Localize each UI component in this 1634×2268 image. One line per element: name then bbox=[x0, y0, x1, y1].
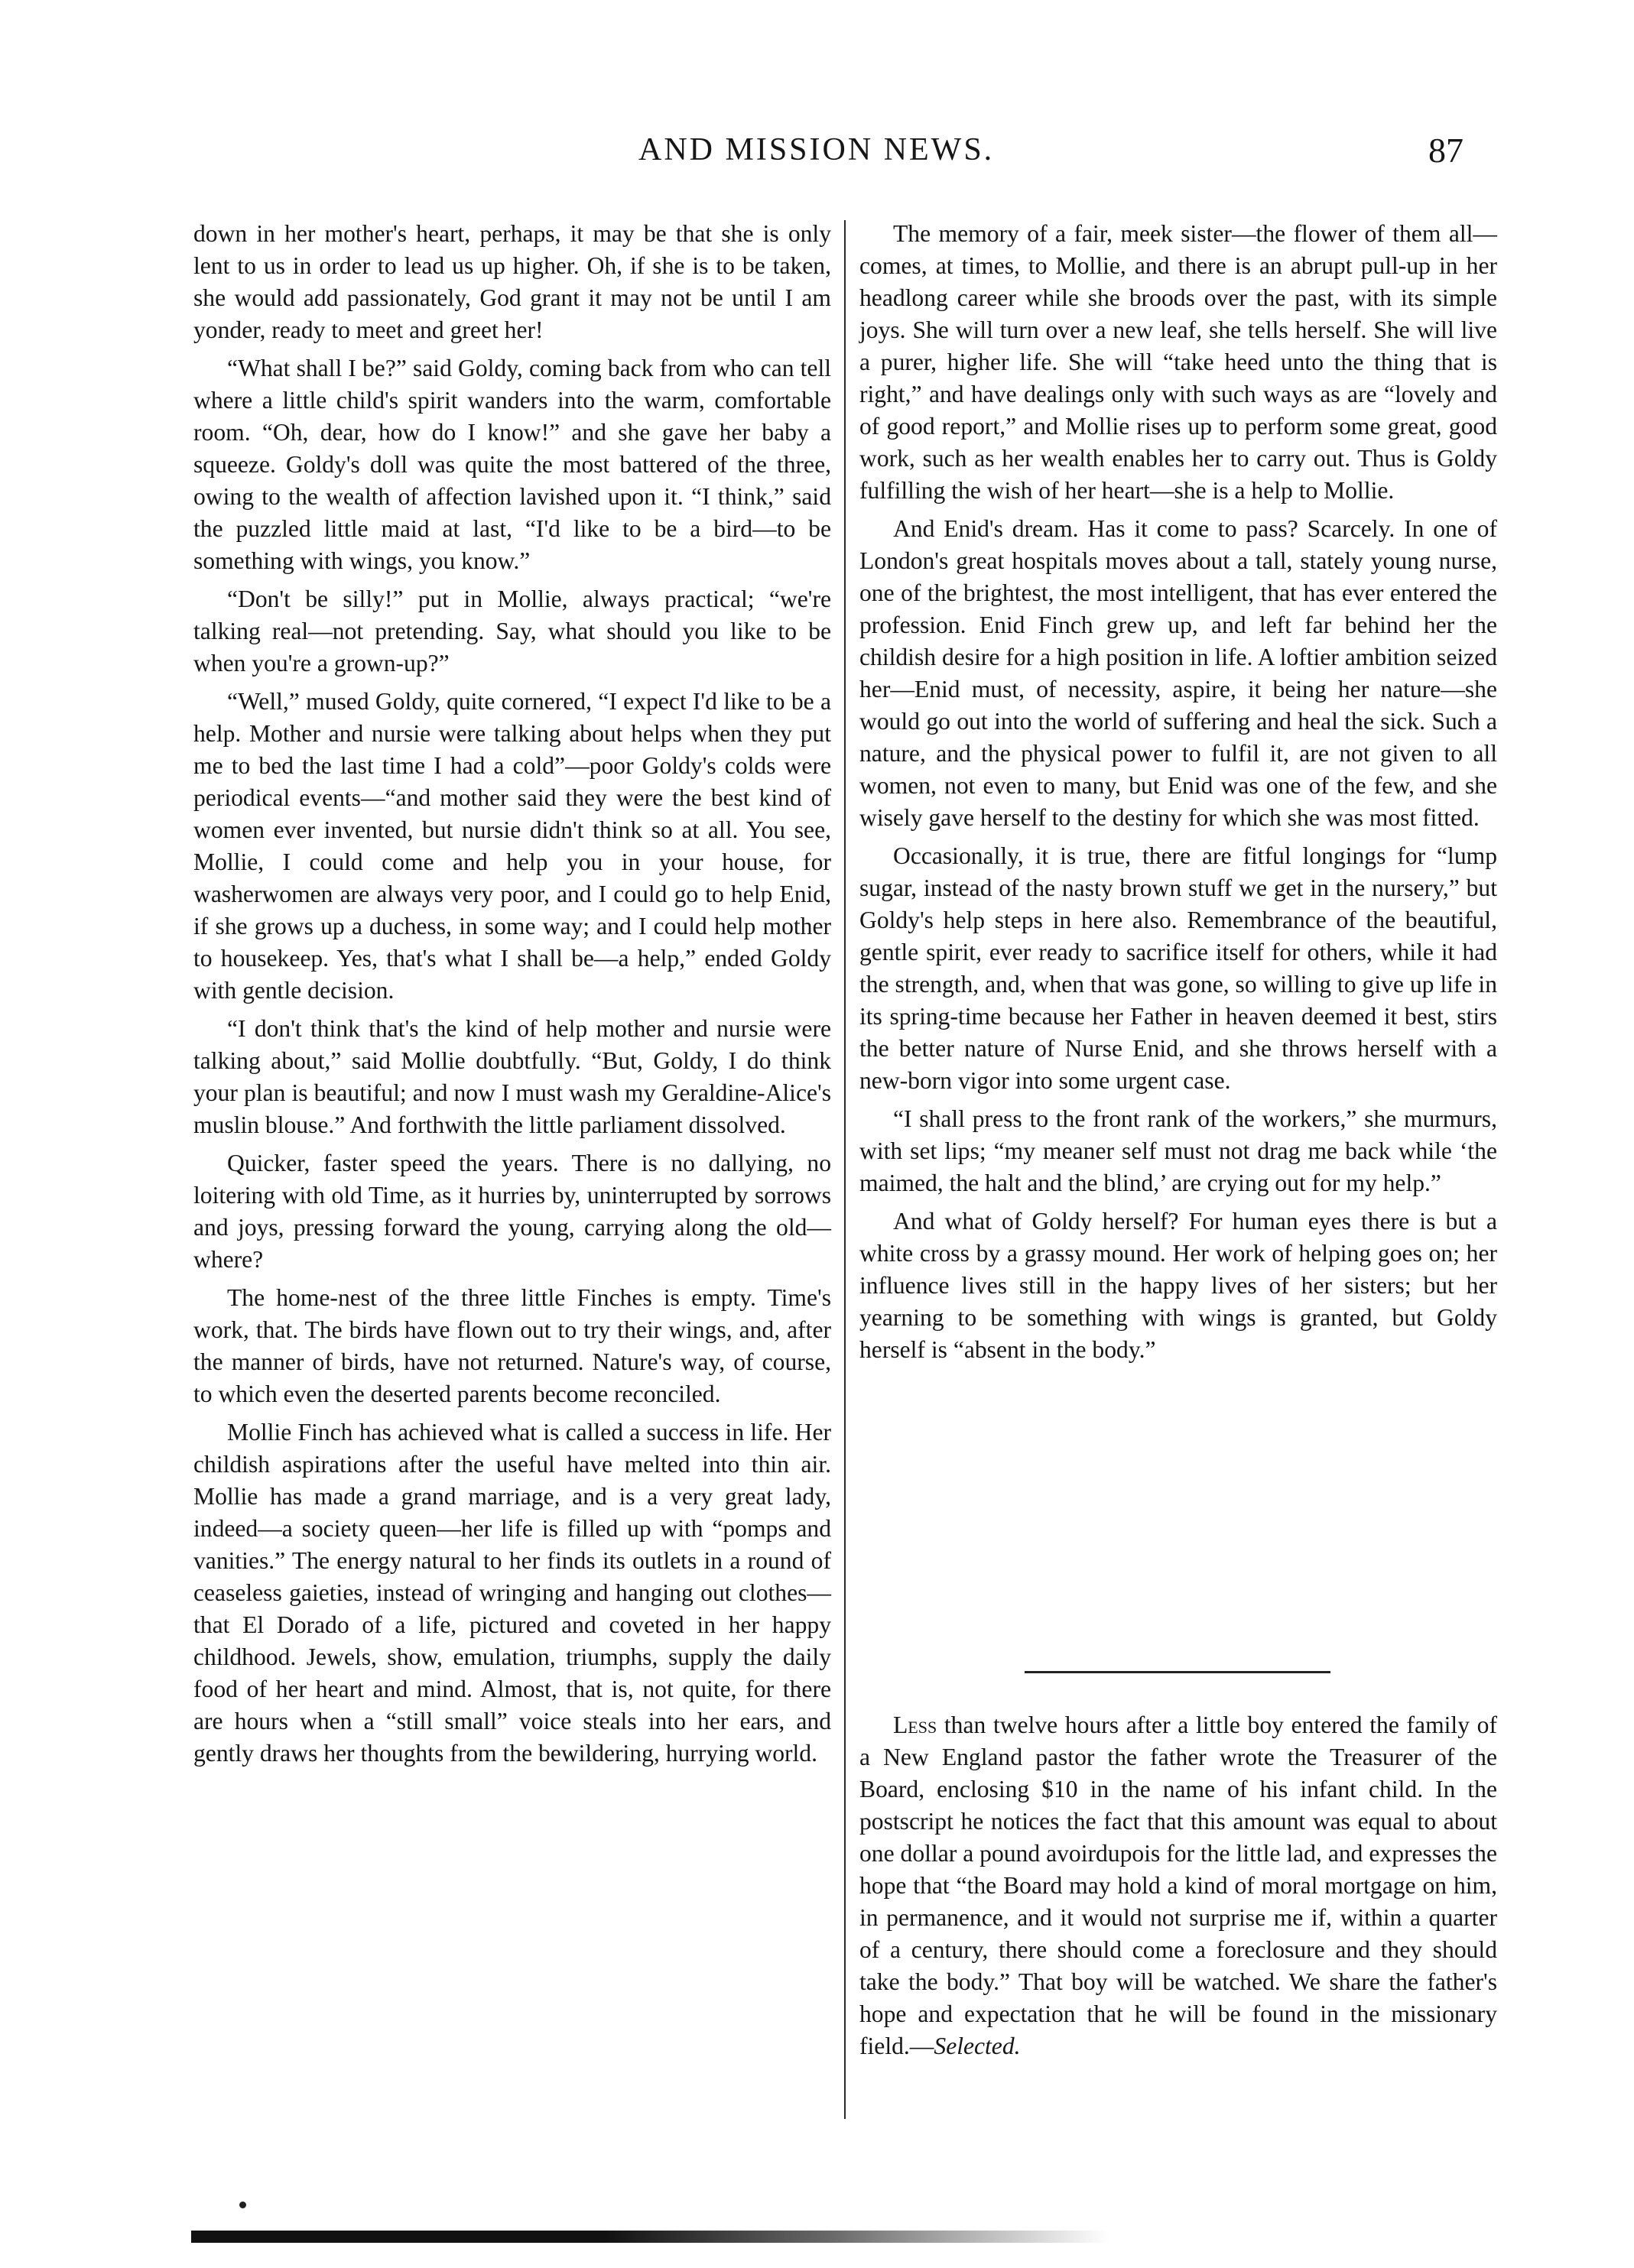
right-column bbox=[859, 218, 1497, 1372]
paragraph: Occasionally, it is true, there are fitful longings for “lump sugar, instead of the nasty brown stuff we get in the nursery,” but Goldy's help steps in here also. Remembrance of the beautiful, gentle spirit, ever ready to sacrifice itself for others, while it had the strength, and, when that was gone, so willing to give up life in its spring-time because her Father in heaven deemed it best, stirs the better nature of Nurse Enid, and she throws herself with a new-born vigor into some urgent case. bbox=[859, 842, 1497, 1094]
running-title: AND MISSION NEWS. bbox=[638, 132, 995, 167]
page-number: 87 bbox=[1428, 131, 1463, 170]
note-body: than twelve hours after a little boy entered the family of a New England pastor the father wrote the Treasurer of the Board, enclosing $10 in the name of his infant child. In the postscript he notices the fact that this amount was equal to about one dollar a pound avoirdupois for the little lad, and expresses the hope that “the Board may hold a kind of moral mortgage on him, in permanence, and it would not surprise me if, within a quarter of a century, there should come a foreclosure and they should take the body.” That boy will be watched. We share the father's hope and expectation that he will be found in the missionary field.— bbox=[859, 1712, 1497, 2059]
print-speck bbox=[239, 2201, 246, 2208]
section-divider bbox=[1025, 1671, 1330, 1673]
paragraph: Mollie Finch has achieved what is called a success in life. Her childish aspirations after the useful have melted into thin air. Mollie has made a grand marriage, and is a very great lady, indeed—a society queen—her life is filled up with “pomps and vanities.” The energy natural to her finds its outlets in a round of ceaseless gaieties, instead of wringing and hanging out clothes—that El Dorado of a life, pictured and coveted in her happy childhood. Jewels, show, emulation, triumphs, supply the daily food of her heart and mind. Almost, that is, not quite, for there are hours when a “still small” voice steals into her ears, and gently draws her thoughts from the bewildering, hurrying world. bbox=[193, 1419, 831, 1767]
paragraph: And Enid's dream. Has it come to pass? Scarcely. In one of London's great hospitals moves about a tall, stately young nurse, one of the brightest, the most intelligent, that has ever entered the profession. Enid Finch grew up, and left far behind her the childish desire for a high position in life. A loftier ambition seized her—Enid must, of necessity, aspire, it being her nature—she would go out into the world of suffering and heal the sick. Such a nature, and the physical power to fulfil it, are not given to all women, not even to many, but Enid was one of the few, and she wisely gave herself to the destiny for which she was most fitted. bbox=[859, 515, 1497, 831]
paragraph: And what of Goldy herself? For human eyes there is but a white cross by a grassy mound. Her work of helping goes on; her influence lives still in the happy lives of her sisters; but her yearning to be something with wings is granted, but Goldy herself is “absent in the body.” bbox=[859, 1208, 1497, 1363]
paragraph: The home-nest of the three little Finches is empty. Time's work, that. The birds have flown out to try their wings, and, after the manner of birds, have not returned. Nature's way, of course, to which even the deserted parents become reconciled. bbox=[193, 1284, 831, 1407]
selected-note bbox=[859, 1709, 1497, 2068]
note-paragraph bbox=[859, 1709, 1497, 2062]
running-head bbox=[0, 131, 1634, 177]
paragraph: Quicker, faster speed the years. There is no dallying, no loitering with old Time, as it hurries by, uninterrupted by sorrows and joys, pressing forward the young, carrying along the old—where? bbox=[193, 1150, 831, 1273]
paragraph: “Don't be silly!” put in Mollie, always practical; “we're talking real—not pretending. Say, what should you like to be when you're a grown-up?” bbox=[193, 586, 831, 677]
column-divider bbox=[844, 220, 846, 2119]
note-source: Selected. bbox=[934, 2033, 1021, 2059]
paragraph: “I don't think that's the kind of help mother and nursie were talking about,” said Mollie doubtfully. “But, Goldy, I do think your plan is beautiful; and now I must wash my Geraldine-Alice's muslin blouse.” And forthwith the little parliament dissolved. bbox=[193, 1015, 831, 1138]
paragraph: “What shall I be?” said Goldy, coming back from who can tell where a little child's spirit wanders into the warm, comfortable room. “Oh, dear, how do I know!” and she gave her baby a squeeze. Goldy's doll was quite the most battered of the three, owing to the wealth of affection lavished upon it. “I think,” said the puzzled little maid at last, “I'd like to be a bird—to be something with wings, you know.” bbox=[193, 355, 831, 574]
paragraph: “Well,” mused Goldy, quite cornered, “I expect I'd like to be a help. Mother and nursie were talking about helps when they put me to bed the last time I had a cold”—poor Goldy's colds were periodical events—“and mother said they were the best kind of women ever invented, but nursie didn't think so at all. You see, Mollie, I could come and help you in your house, for washerwomen are always very poor, and I could go to help Enid, if she grows up a duchess, in some way; and I could help mother to housekeep. Yes, that's what I shall be—a help,” ended Goldy with gentle decision. bbox=[193, 688, 831, 1004]
footer-rule bbox=[191, 2231, 1109, 2243]
note-lead-word: Less bbox=[893, 1712, 937, 1738]
paragraph: The memory of a fair, meek sister—the flower of them all—comes, at times, to Mollie, and there is an abrupt pull-up in her headlong career while she broods over the past, with its simple joys. She will turn over a new leaf, she tells herself. She will live a purer, higher life. She will “take heed unto the thing that is right,” and have dealings only with such ways as are “lovely and of good report,” and Mollie rises up to perform some great, good work, such as her wealth enables her to carry out. Thus is Goldy fulfilling the wish of her heart—she is a help to Mollie. bbox=[859, 220, 1497, 504]
left-column bbox=[193, 218, 831, 1776]
paragraph: “I shall press to the front rank of the workers,” she murmurs, with set lips; “my meaner self must not drag me back while ‘the maimed, the halt and the blind,’ are crying out for my help.” bbox=[859, 1105, 1497, 1196]
paragraph: down in her mother's heart, perhaps, it may be that she is only lent to us in order to lead us up higher. Oh, if she is to be taken, she would add passionately, God grant it may not be until I am yonder, ready to meet and greet her! bbox=[193, 220, 831, 343]
